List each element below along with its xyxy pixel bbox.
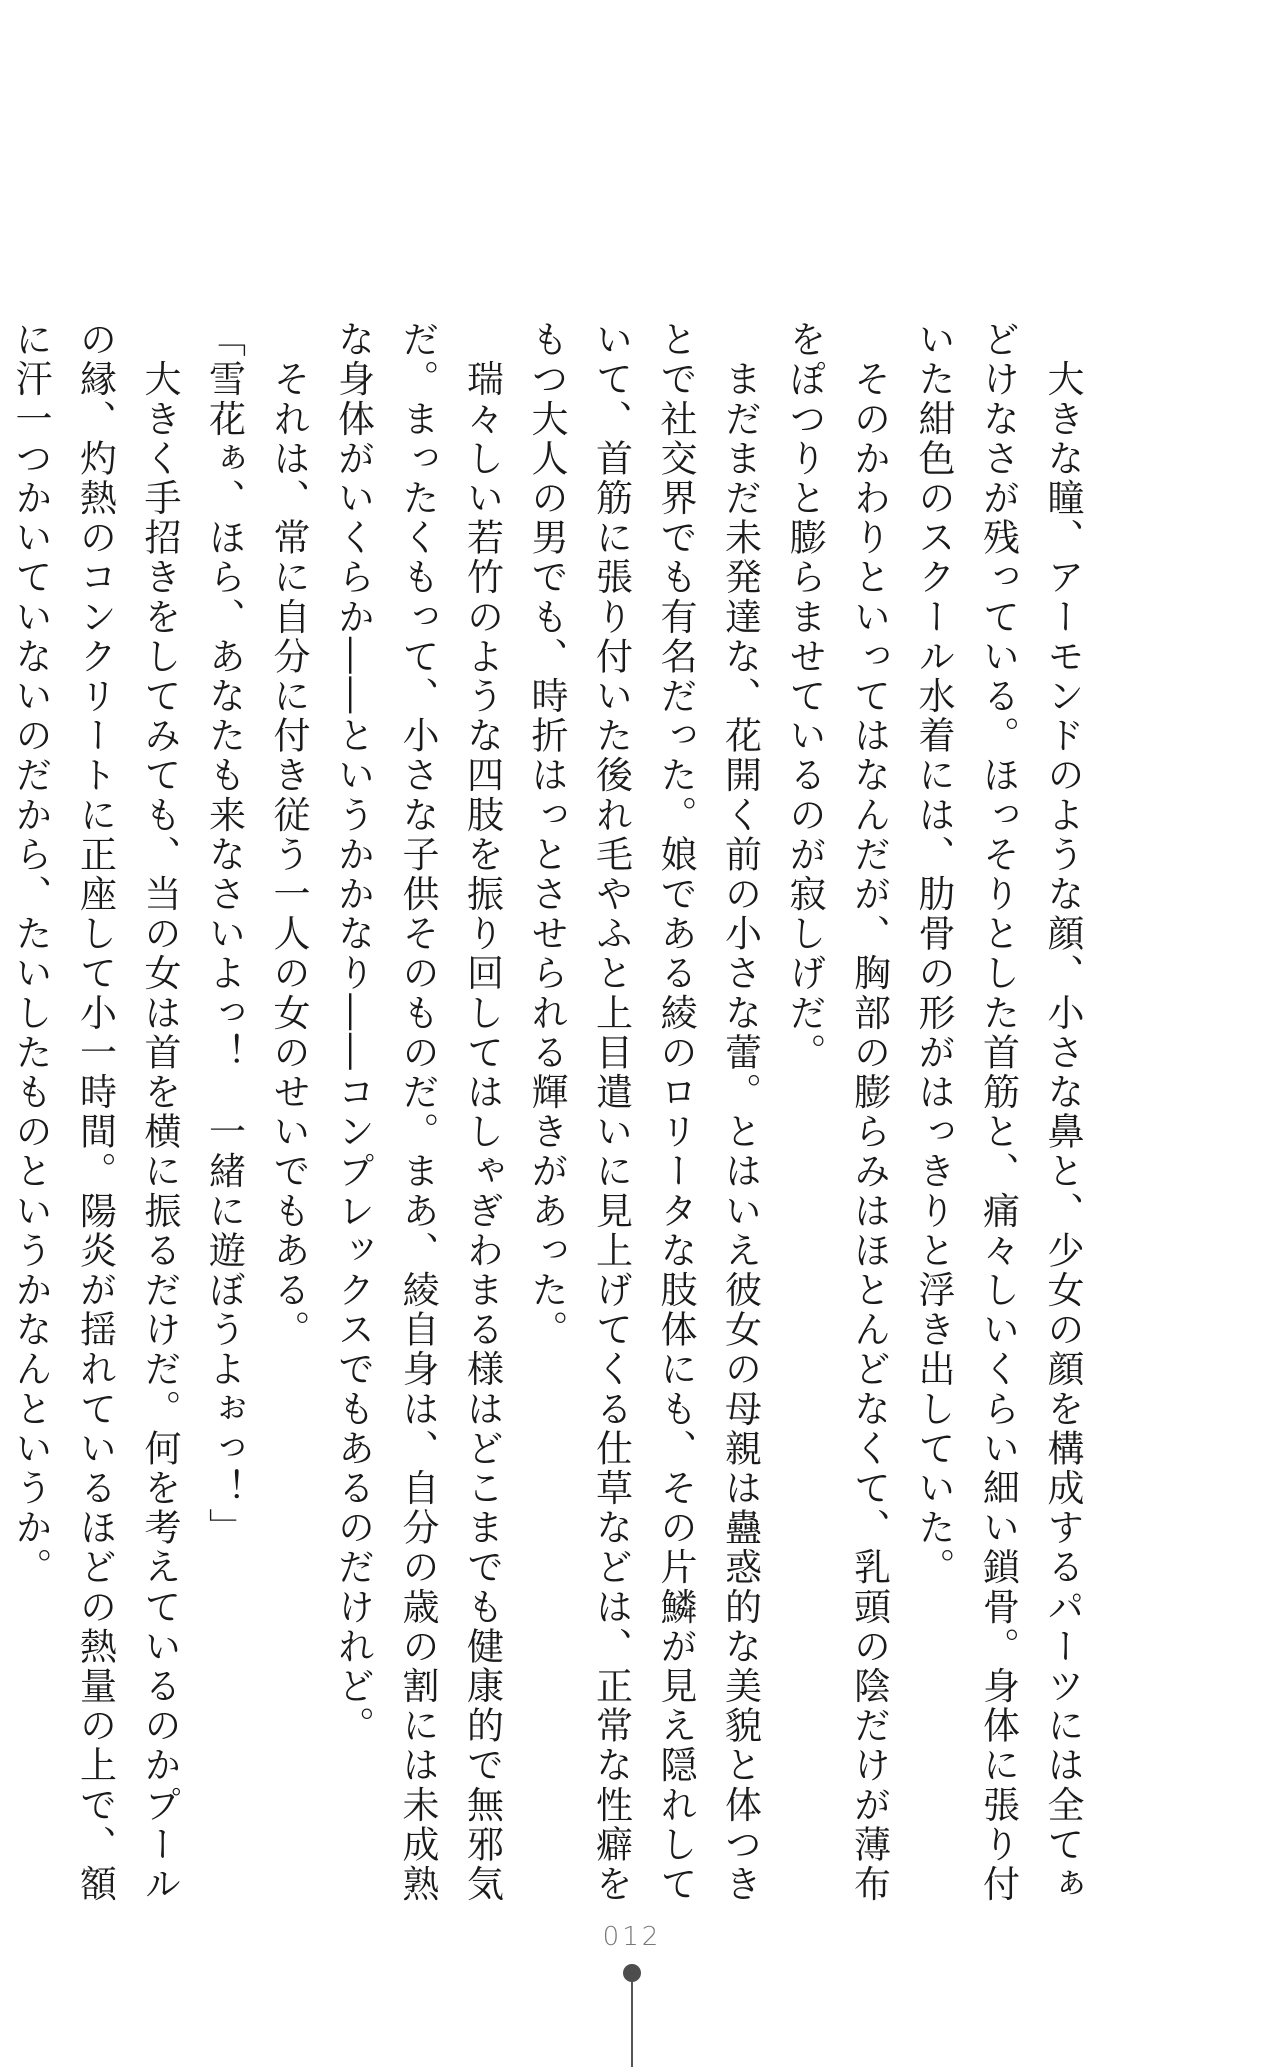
text-line: もつ大人の男でも、時折はっとさせられる輝きがあった。 [525,320,568,1350]
text-line: をぽつりと膨らませているのが寂しげだ。 [783,320,826,1073]
text-line: だ。まったくもって、小さな子供そのものだ。まあ、綾自身は、自分の歳の割には未成熟 [396,320,439,1904]
text-line: どけなさが残っている。ほっそりとした首筋と、痛々しいくらい細い鎖骨。身体に張り付 [976,320,1020,1904]
text-line: いて、首筋に張り付いた後れ毛やふと上目遣いに見上げてくる仕草などは、正常な性癖を [589,320,633,1904]
text-line: 大きな瞳、アーモンドのような顔、小さな鼻と、少女の顔を構成するパーツには全てぁ [1041,320,1084,1904]
text-line: そのかわりといってはなんだが、胸部の膨らみはほとんどなくて、乳頭の陰だけが薄布 [847,320,891,1904]
text-line: まだまだ未発達な、花開く前の小さな蕾。とはいえ彼女の母親は蠱惑的な美貌と体つき [718,320,762,1904]
page-number: 012 [602,1922,662,1952]
text-line: な身体がいくらか――というかかなり――コンプレックスでもあるのだけれど。 [331,320,375,1746]
text-line: 「雪花ぁ、ほら、あなたも来なさいよっ！ 一緒に遊ぼうよぉっ！」 [202,320,246,1548]
text-line: いた紺色のスクール水着には、肋骨の形がはっきりと浮き出していた。 [912,320,955,1588]
text-line: とで社交界でも有名だった。娘である綾のロリータな肢体にも、その片鱗が見え隠れして [654,320,697,1904]
page-marker-line [631,1982,633,2067]
text-line: 瑞々しい若竹のような四肢を振り回してはしゃぎわまる様はどこまでも健康的で無邪気 [460,320,504,1904]
vertical-text-body [0,320,1094,1904]
text-line: 大きく手招きをしてみても、当の女は首を横に振るだけだ。何を考えているのかプール [138,320,181,1904]
text-line: に汗一つかいていないのだから、たいしたものというかなんというか。 [9,320,52,1588]
page-marker-dot-icon [623,1964,641,1982]
text-line: それは、常に自分に付き従う一人の女のせいでもある。 [267,320,310,1350]
text-line: の縁、灼熱のコンクリートに正座して小一時間。陽炎が揺れているほどの熱量の上で、額 [73,320,117,1904]
